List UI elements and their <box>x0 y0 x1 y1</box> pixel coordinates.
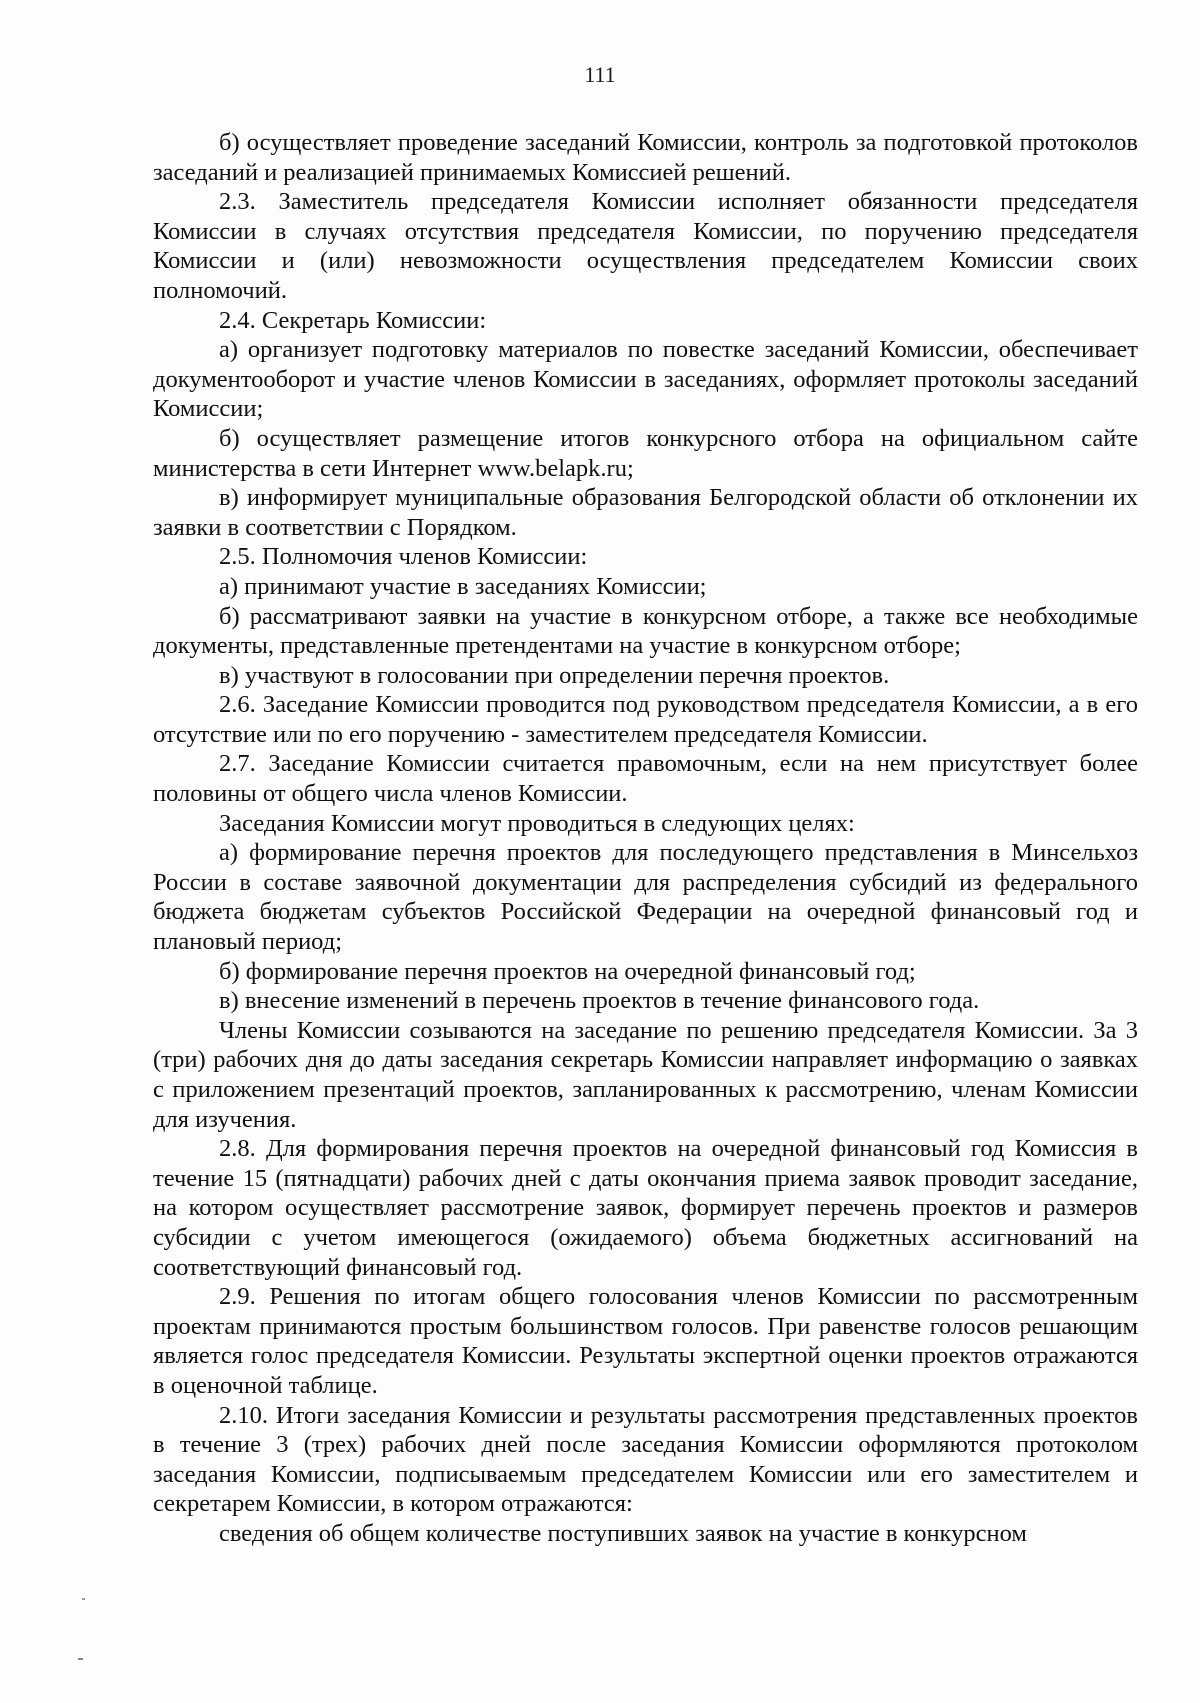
paragraph-item-b-chairman: б) осуществляет проведение заседаний Комиссии, контроль за подготовкой протоколов заседаний и реализацией принимаемых Комиссией решений. <box>153 129 1138 186</box>
paragraph-2-10: 2.10. Итоги заседания Комиссии и результаты рассмотрения представленных проектов в течение 3 (трех) рабочих дней после заседания Комиссии оформляются протоколом заседания Комиссии, подписываемым председателем Комиссии или его заместителем и секретарем Комиссии, в котором отражаются: <box>153 1401 1138 1518</box>
paragraph-members-convened: Члены Комиссии созываются на заседание по решению председателя Комиссии. За 3 (три) рабочих дня до даты заседания секретарь Комиссии направляет информацию о заявках с приложением презентаций проектов, запланированных к рассмотрению, членам Комиссии для изучения. <box>153 1016 1138 1133</box>
paragraph-2-5-heading: 2.5. Полномочия членов Комиссии: <box>219 543 588 571</box>
paragraph-2-4-a: а) организует подготовку материалов по повестке заседаний Комиссии, обеспечивает документооборот и участие членов Комиссии в заседаниях, оформляет протоколы заседаний Комиссии; <box>153 336 1138 423</box>
paragraph-purpose-b: б) формирование перечня проектов на очередной финансовый год; <box>219 957 916 985</box>
paragraph-2-4-v: в) информирует муниципальные образования Белгородской области об отклонении их заявки в соответствии с Порядком. <box>153 484 1138 541</box>
paragraph-2-4-b: б) осуществляет размещение итогов конкурсного отбора на официальном сайте министерства в сети Интернет www.belapk.ru; <box>153 424 1138 482</box>
scan-speck <box>82 1598 85 1600</box>
paragraph-2-7: 2.7. Заседание Комиссии считается правомочным, если на нем присутствует более половины от общего числа членов Комиссии. <box>153 750 1138 808</box>
paragraph-2-8: 2.8. Для формирования перечня проектов на очередной финансовый год Комиссия в течение 15 (пятнадцати) рабочих дней с даты окончания приема заявок проводит заседание, на котором осуществляет рассмотрение заявок, формирует перечень проектов и размеров субсидии с учетом имеющегося (ожидаемого) объема бюджетных ассигнований на соответствующий финансовый год. <box>153 1135 1138 1281</box>
paragraph-purpose-a: а) формирование перечня проектов для последующего представления в Минсельхоз России в составе заявочной документации для распределения субсидий из федерального бюджета бюджетам субъектов Российской Федерации на очередной финансовый год и плановый период; <box>153 839 1138 956</box>
paragraph-2-4-heading: 2.4. Секретарь Комиссии: <box>219 306 487 334</box>
paragraph-purpose-v: в) внесение изменений в перечень проектов в течение финансового года. <box>219 987 980 1015</box>
paragraph-2-5-a: а) принимают участие в заседаниях Комиссии; <box>219 572 707 600</box>
paragraph-2-6: 2.6. Заседание Комиссии проводится под руководством председателя Комиссии, а в его отсутствие или по его поручению - заместителем председателя Комиссии. <box>153 691 1138 748</box>
paragraph-meeting-purposes: Заседания Комиссии могут проводиться в следующих целях: <box>219 809 855 837</box>
scan-speck <box>78 1658 83 1660</box>
document-body <box>153 128 1138 1549</box>
paragraph-total-applications: сведения об общем количестве поступивших заявок на участие в конкурсном <box>219 1519 1027 1547</box>
paragraph-2-9: 2.9. Решения по итогам общего голосования членов Комиссии по рассмотренным проектам принимаются простым большинством голосов. При равенстве голосов решающим является голос председателя Комиссии. Результаты экспертной оценки проектов отражаются в оценочной таблице. <box>153 1283 1138 1399</box>
paragraph-2-5-v: в) участвуют в голосовании при определении перечня проектов. <box>219 661 890 689</box>
paragraph-2-3: 2.3. Заместитель председателя Комиссии исполняет обязанности председателя Комиссии в случаях отсутствия председателя Комиссии, по поручению председателя Комиссии и (или) невозможности осуществления председателем Комиссии своих полномочий. <box>153 188 1138 304</box>
page-number: 111 <box>584 62 616 87</box>
paragraph-2-5-b: б) рассматривают заявки на участие в конкурсном отборе, а также все необходимые документы, представленные претендентами на участие в конкурсном отборе; <box>153 602 1138 660</box>
